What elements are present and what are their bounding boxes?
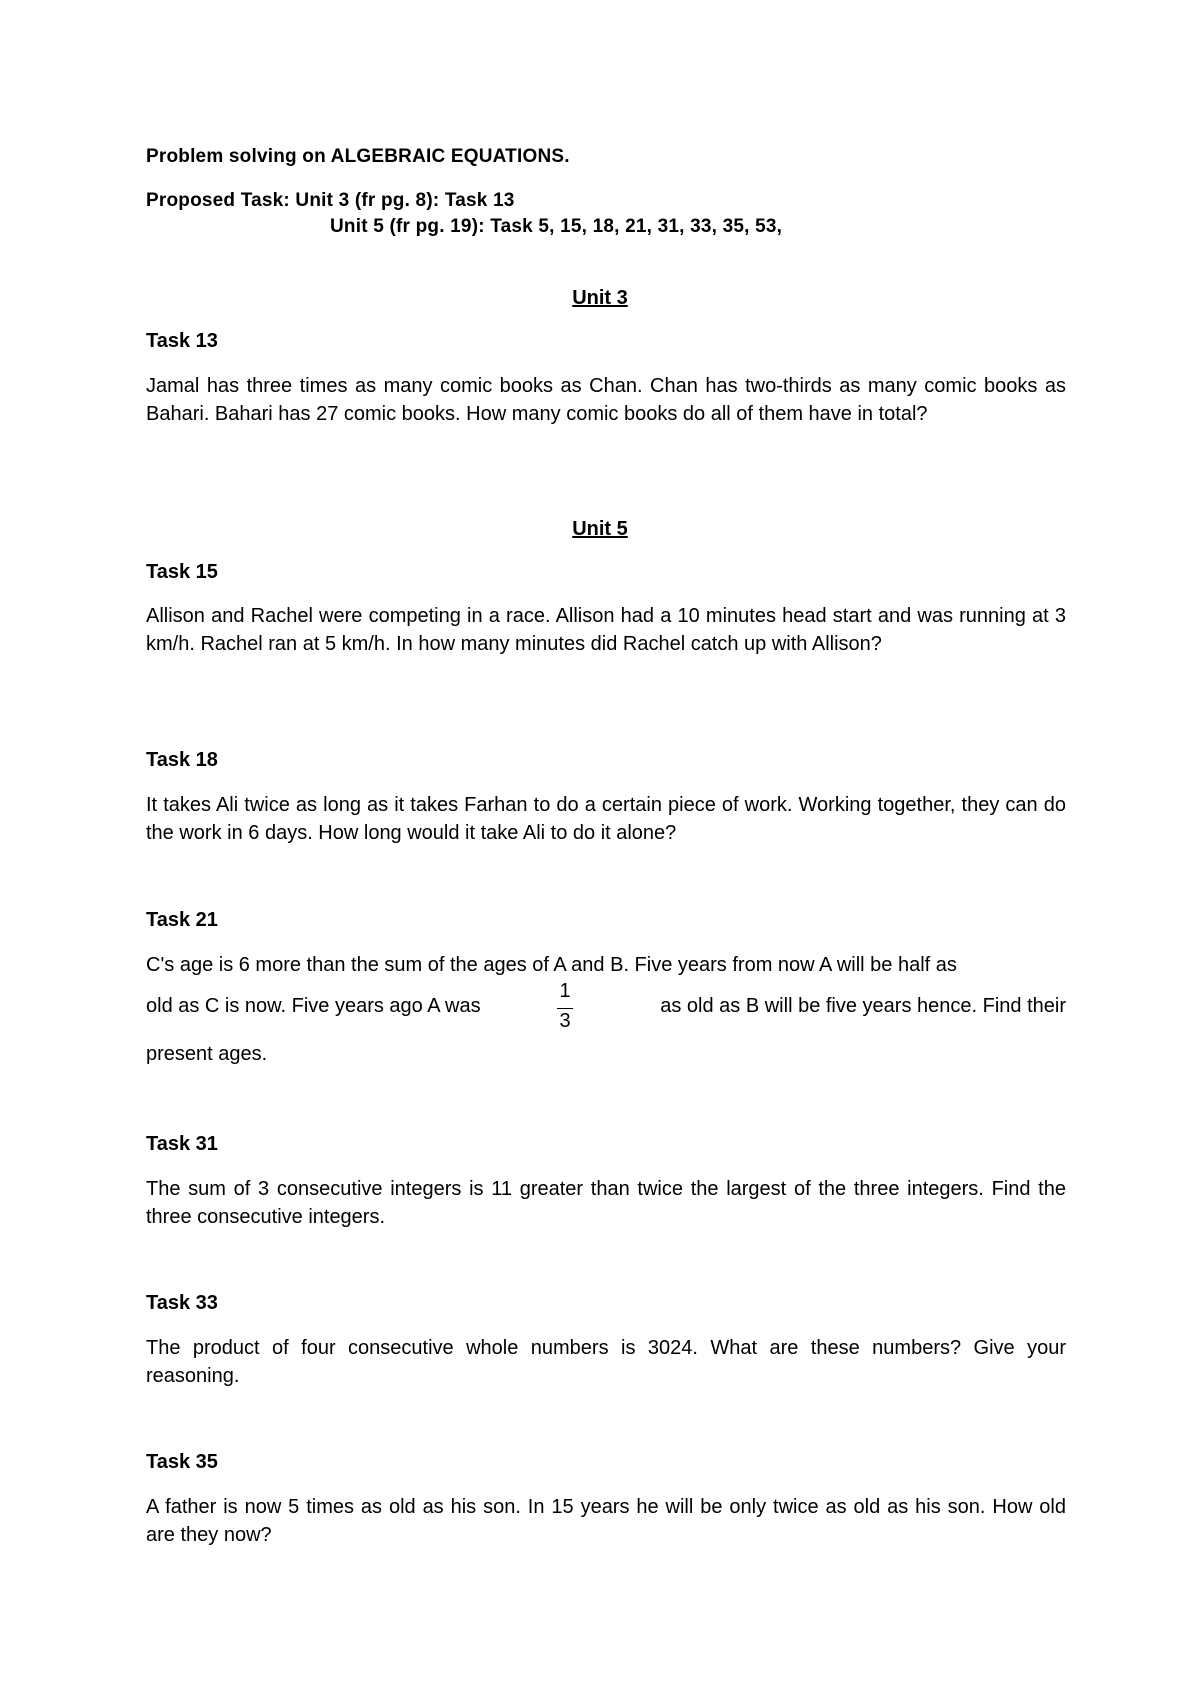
task-13-text: Jamal has three times as many comic books as Chan. Chan has two-thirds as many comic books as Bahari. Bahari has 27 comic books. How many comic books do all of them have in total? <box>146 375 1066 425</box>
task-21-line-3: present ages. <box>146 1043 268 1065</box>
proposed-task-line-1: Proposed Task: Unit 3 (fr pg. 8): Task 13 <box>146 190 515 211</box>
proposed-task-line-2: Unit 5 (fr pg. 19): Task 5, 15, 18, 21, 31, 33, 35, 53, <box>330 216 783 237</box>
task-21-line-2b: as old as B will be five years hence. Find their <box>660 995 1066 1017</box>
task-21-line-2a: old as C is now. Five years ago A was <box>146 995 481 1017</box>
task-35-text: A father is now 5 times as old as his son. In 15 years he will be only twice as old as his son. How old are they now? <box>146 1496 1066 1546</box>
unit-5-heading: Unit 5 <box>572 518 628 540</box>
task-13-label: Task 13 <box>146 330 218 352</box>
fraction-denominator: 3 <box>559 1010 571 1032</box>
task-35-label: Task 35 <box>146 1451 218 1473</box>
fraction-bar <box>557 1008 573 1009</box>
task-15-text: Allison and Rachel were competing in a race. Allison had a 10 minutes head start and was running at 3 km/h. Rachel ran at 5 km/h. In how many minutes did Rachel catch up with Allison? <box>146 605 1066 655</box>
unit-3-heading: Unit 3 <box>572 287 628 309</box>
fraction-one-third <box>555 980 575 1040</box>
document-title: Problem solving on ALGEBRAIC EQUATIONS. <box>146 146 570 167</box>
task-33-text: The product of four consecutive whole numbers is 3024. What are these numbers? Give your reasoning. <box>146 1337 1066 1387</box>
task-18-label: Task 18 <box>146 749 218 771</box>
task-21-line-1: C's age is 6 more than the sum of the ages of A and B. Five years from now A will be half as <box>146 954 957 976</box>
fraction-numerator: 1 <box>559 980 571 1002</box>
task-21-label: Task 21 <box>146 909 218 931</box>
task-15-label: Task 15 <box>146 561 218 583</box>
task-31-text: The sum of 3 consecutive integers is 11 greater than twice the largest of the three integers. Find the three consecutive integers. <box>146 1178 1066 1228</box>
task-31-label: Task 31 <box>146 1133 218 1155</box>
task-18-text: It takes Ali twice as long as it takes Farhan to do a certain piece of work. Working together, they can do the work in 6 days. How long would it take Ali to do it alone? <box>146 794 1066 844</box>
task-33-label: Task 33 <box>146 1292 218 1314</box>
